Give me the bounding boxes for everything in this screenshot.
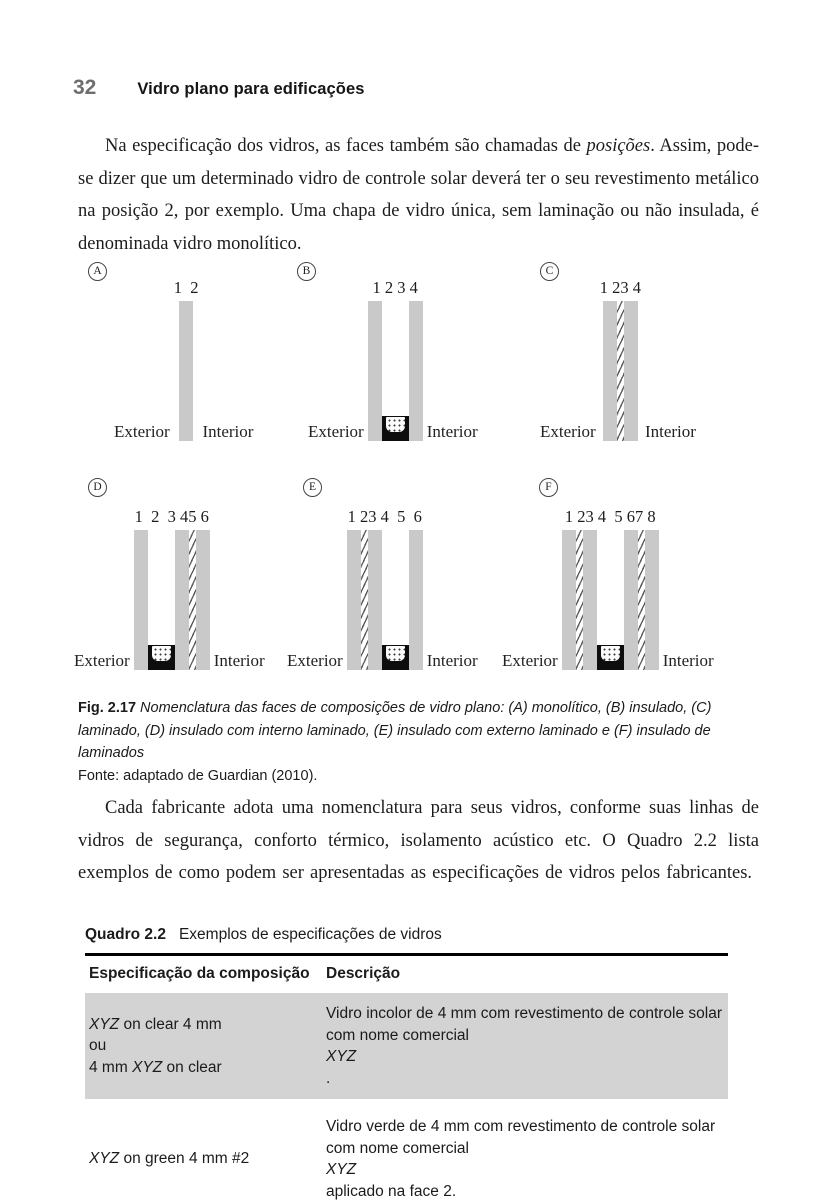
interior-label: Interior	[202, 422, 254, 441]
exterior-label: Exterior	[287, 651, 343, 670]
diagram-a-letter: A	[88, 262, 107, 281]
diagram-f-letter: F	[539, 478, 558, 497]
chapter-title: Vidro plano para edificações	[137, 80, 365, 98]
glass-pane	[409, 530, 423, 670]
desiccant-dots	[152, 646, 171, 661]
interior-label: Interior	[644, 422, 696, 441]
exterior-label: Exterior	[540, 422, 596, 441]
exterior-label: Exterior	[114, 422, 170, 441]
pvb-interlayer	[617, 301, 624, 441]
glass-unit	[368, 301, 423, 441]
spacer-bar	[382, 645, 409, 670]
page-number: 32	[73, 76, 97, 99]
glass-pane	[368, 301, 382, 441]
glass-unit	[562, 530, 659, 670]
page-header	[73, 76, 365, 100]
pvb-interlayer	[638, 530, 645, 670]
table-title: Exemplos de especificações de vidros	[178, 926, 442, 943]
pvb-interlayer	[361, 530, 368, 670]
glass-pane	[175, 530, 189, 670]
face-numbers: 1 2 3 45 6	[134, 507, 209, 526]
diagram-d-body	[70, 507, 269, 670]
glass-pane	[583, 530, 597, 670]
spec-cell: XYZ on clear 4 mm ou 4 mm XYZ on clear	[89, 1015, 222, 1076]
face-numbers: 1 23 4 5 67 8	[564, 507, 656, 526]
figure-caption-label: Fig. 2.17	[78, 700, 137, 716]
exterior-label: Exterior	[502, 651, 558, 670]
air-gap	[382, 530, 409, 670]
diagram-e-body	[283, 507, 482, 670]
glass-pane	[179, 301, 193, 441]
interior-label: Interior	[426, 651, 478, 670]
interior-label: Interior	[213, 651, 265, 670]
face-numbers: 1 2 3 4	[372, 278, 418, 297]
table-caption	[85, 926, 728, 956]
table-label: Quadro 2.2	[85, 926, 166, 943]
paragraph-1: Na especificação dos vidros, as faces também são chamadas de posições. Assim, pode-se dizer que um determinado vidro de controle solar deverá ter o seu revestimento metálico na posição 2, por exemplo. Uma chapa de vidro única, sem laminação ou não insulada, é denominada vidro monolítico.	[78, 136, 759, 254]
exterior-label: Exterior	[74, 651, 130, 670]
air-gap	[148, 530, 175, 670]
glass-pane	[368, 530, 382, 670]
pvb-interlayer	[576, 530, 583, 670]
diagram-b-letter: B	[297, 262, 316, 281]
face-numbers: 1 23 4	[599, 278, 641, 297]
exterior-label: Exterior	[308, 422, 364, 441]
glass-pane	[624, 301, 638, 441]
glass-pane	[134, 530, 148, 670]
glass-pane	[624, 530, 638, 670]
diagram-b-body	[304, 278, 482, 441]
air-gap	[382, 301, 409, 441]
spacer-bar	[382, 416, 409, 441]
desc-cell: Vidro verde de 4 mm com revestimento de controle solar com nome comercial XYZ aplicado na face 2.	[326, 1118, 716, 1200]
pvb-interlayer	[189, 530, 196, 670]
face-numbers: 1 23 4 5 6	[347, 507, 422, 526]
figure-source: Fonte: adaptado de Guardian (2010).	[78, 767, 318, 784]
glass-pane	[645, 530, 659, 670]
desc-cell: Vidro incolor de 4 mm com revestimento de controle solar com nome comercial XYZ .	[326, 1005, 722, 1087]
glass-unit	[603, 301, 638, 441]
interior-label: Interior	[662, 651, 714, 670]
table-header-row	[85, 956, 728, 993]
figure-2-17-diagrams	[0, 258, 835, 673]
table-row	[85, 993, 728, 1099]
spacer-bar	[148, 645, 175, 670]
table-row	[85, 1106, 728, 1200]
glass-pane	[196, 530, 210, 670]
column-header-desc: Descrição	[326, 965, 401, 982]
glass-pane	[603, 301, 617, 441]
glass-unit	[347, 530, 423, 670]
air-gap	[597, 530, 624, 670]
glass-pane	[347, 530, 361, 670]
diagram-c-letter: C	[540, 262, 559, 281]
glass-unit	[134, 530, 210, 670]
table-quadro-2-2	[85, 926, 728, 1200]
diagram-e-letter: E	[303, 478, 322, 497]
glass-unit	[179, 301, 193, 441]
interior-label: Interior	[426, 422, 478, 441]
figure-caption	[78, 697, 773, 787]
spec-cell: XYZ on green 4 mm #2	[89, 1150, 250, 1168]
glass-pane	[562, 530, 576, 670]
spacer-bar	[597, 645, 624, 670]
glass-pane	[409, 301, 423, 441]
desiccant-dots	[386, 646, 405, 661]
diagram-f-body	[498, 507, 718, 670]
diagram-a-body	[110, 278, 257, 441]
column-header-spec: Especificação da composição	[89, 965, 310, 982]
diagram-c-body	[536, 278, 700, 441]
diagram-d-letter: D	[88, 478, 107, 497]
desiccant-dots	[601, 646, 620, 661]
figure-caption-text: Nomenclatura das faces de composições de vidro plano: (A) monolítico, (B) insulado, (C) laminado, (D) insulado com interno laminado, (E) insulado com externo laminado e (F) insulado de laminados	[78, 700, 712, 761]
desiccant-dots	[386, 417, 405, 432]
paragraph-2: Cada fabricante adota uma nomenclatura para seus vidros, conforme suas linhas de vidros de segurança, conforto térmico, isolamento acústico etc. O Quadro 2.2 lista exemplos de como podem ser apresentadas as especificações de vidros pelos fabricantes.	[78, 798, 759, 883]
face-numbers: 1 2	[173, 278, 199, 297]
